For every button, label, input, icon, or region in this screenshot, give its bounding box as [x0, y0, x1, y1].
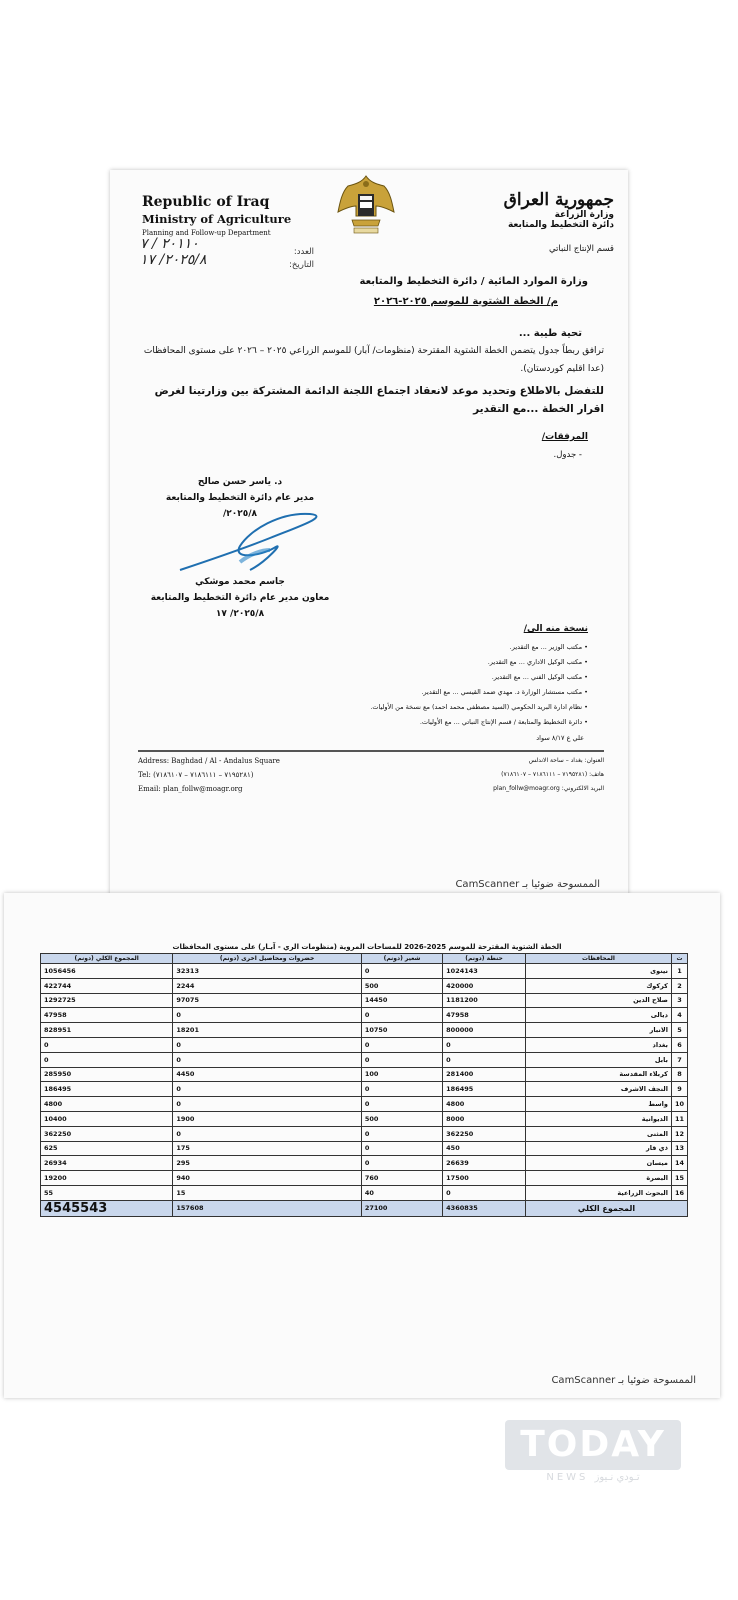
- row-total: 0: [41, 1052, 173, 1067]
- row-wheat: 186495: [443, 1082, 526, 1097]
- header-barley: شعير (دونم): [361, 954, 442, 964]
- footer-address-en: Address: Baghdad / Al - Andalus Square: [138, 757, 280, 765]
- row-barley: 10750: [361, 1023, 442, 1038]
- handwritten-date: ٢٠٢٥/٨/ ١٧: [140, 252, 207, 268]
- row-barley: 0: [361, 1008, 442, 1023]
- row-vegetables: 0: [173, 1008, 361, 1023]
- row-barley: 0: [361, 1156, 442, 1171]
- row-index: 12: [671, 1126, 687, 1141]
- cc-item: • مكتب مستشار الوزارة د. مهدي ضمد القيسي ... مع التقدير.: [208, 685, 588, 700]
- row-governorate: بغداد: [525, 1037, 671, 1052]
- country-en: Republic of Iraq: [142, 194, 270, 210]
- row-barley: 0: [361, 1082, 442, 1097]
- row-vegetables: 940: [173, 1171, 361, 1186]
- row-governorate: ذي قار: [525, 1141, 671, 1156]
- table-row: [41, 1067, 688, 1082]
- row-index: 16: [671, 1185, 687, 1200]
- row-total: 19200: [41, 1171, 173, 1186]
- table-row: [41, 1052, 688, 1067]
- row-total: 285950: [41, 1067, 173, 1082]
- row-total: 828951: [41, 1023, 173, 1038]
- row-total: 47958: [41, 1008, 173, 1023]
- table-row: [41, 1023, 688, 1038]
- handwritten-ref: [140, 236, 210, 268]
- date-label: التاريخ:: [289, 260, 314, 270]
- row-index: 15: [671, 1171, 687, 1186]
- row-total: 10400: [41, 1111, 173, 1126]
- table-row: [41, 1037, 688, 1052]
- row-wheat: 800000: [443, 1023, 526, 1038]
- row-vegetables: 18201: [173, 1023, 361, 1038]
- table-row: [41, 1156, 688, 1171]
- header-wheat: حنطة (دونم): [443, 954, 526, 964]
- signer2-date: ٢٠٢٥/٨/ ١٧: [215, 609, 265, 619]
- row-index: 5: [671, 1023, 687, 1038]
- row-wheat: 4800: [443, 1097, 526, 1112]
- cc-heading: نسخة منه الى/: [523, 624, 588, 634]
- body-paragraph: ترافق ربطاً جدول يتضمن الخطة الشتوية المقترحة (منظومات/ آبار) للموسم الزراعي ٢٠٢٥ – ٢٠٢٦ على مستوى المحافظات (عدا اقليم كوردستان).: [143, 346, 604, 374]
- cc-item: • مكتب الوزير ... مع التقدير.: [208, 640, 588, 655]
- row-vegetables: 1900: [173, 1111, 361, 1126]
- row-index: 7: [671, 1052, 687, 1067]
- row-index: 4: [671, 1008, 687, 1023]
- request-paragraph: للتفضل بالاطلاع وتحديد موعد لانعقاد اجتماع اللجنة الدائمة المشتركة بين وزارتينا لغرض اقرار الخطة ...مع التقدير: [154, 385, 604, 415]
- footer-tel-ar: هاتف: (٧١٩٥٢٨١ – ٧١٨٦١١١ – ٧١٨٦١٠٧): [501, 771, 604, 778]
- eagle-emblem-icon: [334, 172, 398, 240]
- row-governorate: كربلاء المقدسة: [525, 1067, 671, 1082]
- row-total: 1056456: [41, 964, 173, 979]
- row-vegetables: 32313: [173, 964, 361, 979]
- row-barley: 100: [361, 1067, 442, 1082]
- cc-item: • نظام ادارة البريد الحكومي (السيد مصطفى محمد احمد) مع نسخة من الأوليات.: [208, 700, 588, 715]
- row-index: 14: [671, 1156, 687, 1171]
- row-index: 13: [671, 1141, 687, 1156]
- row-governorate: النجف الاشرف: [525, 1082, 671, 1097]
- scanner-watermark: الممسوحة ضوئيا بـ CamScanner: [551, 1375, 696, 1386]
- row-vegetables: 0: [173, 1052, 361, 1067]
- row-governorate: ميسان: [525, 1156, 671, 1171]
- row-barley: 40: [361, 1185, 442, 1200]
- signer2-name: جاسم محمد موشكي: [195, 577, 285, 587]
- row-governorate: نينوى: [525, 964, 671, 979]
- row-wheat: 1181200: [443, 993, 526, 1008]
- cc-footnote: علي ع ٨/١٧ سواد: [536, 734, 584, 742]
- cc-item: • مكتب الوكيل الفني ... مع التقدير.: [208, 670, 588, 685]
- row-governorate: كركوك: [525, 978, 671, 993]
- row-governorate: صلاح الدين: [525, 993, 671, 1008]
- signature-block-2: [150, 574, 330, 622]
- row-barley: 0: [361, 1097, 442, 1112]
- table-row: [41, 1185, 688, 1200]
- table-row: [41, 964, 688, 979]
- department-en: Planning and Follow-up Department: [142, 229, 271, 237]
- row-total: 1292725: [41, 993, 173, 1008]
- row-wheat: 281400: [443, 1067, 526, 1082]
- footer-email-ar: البريد الالكتروني: plan_follw@moagr.org: [493, 785, 604, 792]
- row-index: 1: [671, 964, 687, 979]
- footer-address-ar: العنوان: بغداد – ساحة الاندلس: [528, 757, 604, 764]
- handwritten-number: ٢٠١١٠ / ٧: [140, 236, 199, 252]
- row-vegetables: 0: [173, 1126, 361, 1141]
- table-row: [41, 993, 688, 1008]
- row-index: 6: [671, 1037, 687, 1052]
- row-index: 9: [671, 1082, 687, 1097]
- number-label: العدد:: [293, 247, 314, 257]
- row-barley: 500: [361, 978, 442, 993]
- total-barley: 27100: [361, 1200, 442, 1216]
- row-wheat: 8000: [443, 1111, 526, 1126]
- table-row: [41, 1008, 688, 1023]
- footer-english: [138, 754, 338, 796]
- row-wheat: 0: [443, 1185, 526, 1200]
- recipient: وزارة الموارد المائية / دائرة التخطيط والمتابعة: [359, 276, 588, 287]
- row-barley: 0: [361, 1141, 442, 1156]
- row-vegetables: 0: [173, 1097, 361, 1112]
- table-title: الخطة الشتوية المقترحة للموسم 2025-2026 للمساحات المروية (منظومات الري - آبـار) على مستوى المحافظات: [172, 943, 562, 951]
- row-vegetables: 295: [173, 1156, 361, 1171]
- row-total: 0: [41, 1037, 173, 1052]
- header-vegetables: خضروات ومحاصيل اخرى (دونم): [173, 954, 361, 964]
- table-header-row: [41, 954, 688, 964]
- table-row: [41, 1171, 688, 1186]
- table-row: [41, 1082, 688, 1097]
- row-vegetables: 4450: [173, 1067, 361, 1082]
- row-governorate: المثنى: [525, 1126, 671, 1141]
- footer-divider: [138, 750, 604, 752]
- row-wheat: 17500: [443, 1171, 526, 1186]
- row-wheat: 362250: [443, 1126, 526, 1141]
- row-vegetables: 175: [173, 1141, 361, 1156]
- row-total: 422744: [41, 978, 173, 993]
- row-governorate: البحوث الزراعية: [525, 1185, 671, 1200]
- row-barley: 0: [361, 1037, 442, 1052]
- row-wheat: 0: [443, 1037, 526, 1052]
- row-wheat: 47958: [443, 1008, 526, 1023]
- header-total: المجموع الكلي (دونم): [41, 954, 173, 964]
- signer1-date: ٢٠٢٥/٨/: [222, 509, 258, 519]
- row-index: 2: [671, 978, 687, 993]
- row-total: 186495: [41, 1082, 173, 1097]
- table-row: [41, 978, 688, 993]
- table-total-row: [41, 1200, 688, 1216]
- total-wheat: 4360835: [443, 1200, 526, 1216]
- ministry-ar: وزارة الزراعة: [554, 210, 614, 220]
- row-governorate: البصرة: [525, 1171, 671, 1186]
- signer2-title: معاون مدير عام دائرة التخطيط والمتابعة: [150, 593, 330, 603]
- row-vegetables: 97075: [173, 993, 361, 1008]
- row-barley: 500: [361, 1111, 442, 1126]
- row-vegetables: 0: [173, 1082, 361, 1097]
- table-body: [41, 964, 688, 1201]
- watermark-sub: NEWS تـودي نـيوز: [546, 1472, 640, 1483]
- row-total: 362250: [41, 1126, 173, 1141]
- table-row: [41, 1111, 688, 1126]
- row-wheat: 1024143: [443, 964, 526, 979]
- row-barley: 0: [361, 964, 442, 979]
- row-index: 10: [671, 1097, 687, 1112]
- letterhead-english: [142, 194, 322, 237]
- table-page: [4, 893, 720, 1398]
- row-total: 55: [41, 1185, 173, 1200]
- header-governorate: المحافظات: [525, 954, 671, 964]
- row-vegetables: 15: [173, 1185, 361, 1200]
- row-wheat: 0: [443, 1052, 526, 1067]
- row-barley: 0: [361, 1052, 442, 1067]
- cc-list: [208, 640, 588, 730]
- row-barley: 760: [361, 1171, 442, 1186]
- row-total: 26934: [41, 1156, 173, 1171]
- cc-item: • مكتب الوكيل الاداري ... مع التقدير.: [208, 655, 588, 670]
- attachment-item: - جدول.: [553, 450, 582, 460]
- row-wheat: 450: [443, 1141, 526, 1156]
- number-date-labels: [204, 246, 314, 272]
- scanner-watermark: الممسوحة ضوئيا بـ CamScanner: [455, 879, 600, 890]
- total-vegetables: 157608: [173, 1200, 361, 1216]
- table-row: [41, 1141, 688, 1156]
- table-row: [41, 1097, 688, 1112]
- row-total: 625: [41, 1141, 173, 1156]
- today-news-watermark: [505, 1420, 681, 1488]
- row-vegetables: 2244: [173, 978, 361, 993]
- letterhead-arabic: [434, 190, 614, 254]
- row-governorate: الديوانية: [525, 1111, 671, 1126]
- signature-scribble-icon: [170, 510, 330, 580]
- ministry-en: Ministry of Agriculture: [142, 212, 292, 226]
- row-governorate: ديالى: [525, 1008, 671, 1023]
- signer1-title: مدير عام دائرة التخطيط والمتابعة: [165, 493, 315, 503]
- attachments-heading: المرفقات/: [541, 432, 588, 442]
- row-index: 11: [671, 1111, 687, 1126]
- watermark-brand: TODAY: [520, 1424, 666, 1465]
- row-vegetables: 0: [173, 1037, 361, 1052]
- winter-plan-table: [40, 953, 688, 1217]
- subject: م/ الخطة الشتوية للموسم ٢٠٢٥-٢٠٢٦: [373, 296, 558, 307]
- row-governorate: الانبار: [525, 1023, 671, 1038]
- department-ar: دائرة التخطيط والمتابعة: [507, 220, 614, 230]
- row-total: 4800: [41, 1097, 173, 1112]
- letter-page: [110, 170, 628, 902]
- row-barley: 14450: [361, 993, 442, 1008]
- row-index: 3: [671, 993, 687, 1008]
- signer1-name: د. ياسر حسن صالح: [197, 477, 283, 487]
- table-row: [41, 1126, 688, 1141]
- section-ar: قسم الإنتاج النباتي: [548, 244, 614, 254]
- footer-arabic: [374, 754, 604, 796]
- row-barley: 0: [361, 1126, 442, 1141]
- country-ar: جمهورية العراق: [503, 190, 614, 210]
- footer-email-en: Email: plan_follw@moagr.org: [138, 785, 243, 793]
- cc-item: • دائرة التخطيط والمتابعة / قسم الإنتاج النباتي ... مع الأوليات.: [208, 715, 588, 730]
- row-wheat: 420000: [443, 978, 526, 993]
- row-wheat: 26639: [443, 1156, 526, 1171]
- greeting: تحية طيبة ...: [518, 328, 582, 339]
- row-index: 8: [671, 1067, 687, 1082]
- row-governorate: بابل: [525, 1052, 671, 1067]
- row-governorate: واسط: [525, 1097, 671, 1112]
- total-overall: 4545543: [41, 1200, 173, 1216]
- total-label: المجموع الكلي: [525, 1200, 687, 1216]
- footer-tel-en: Tel: (٧١٩٥٢٨١ – ٧١٨٦١١١ – ٧١٨٦١٠٧): [138, 771, 254, 779]
- header-index: ت: [671, 954, 687, 964]
